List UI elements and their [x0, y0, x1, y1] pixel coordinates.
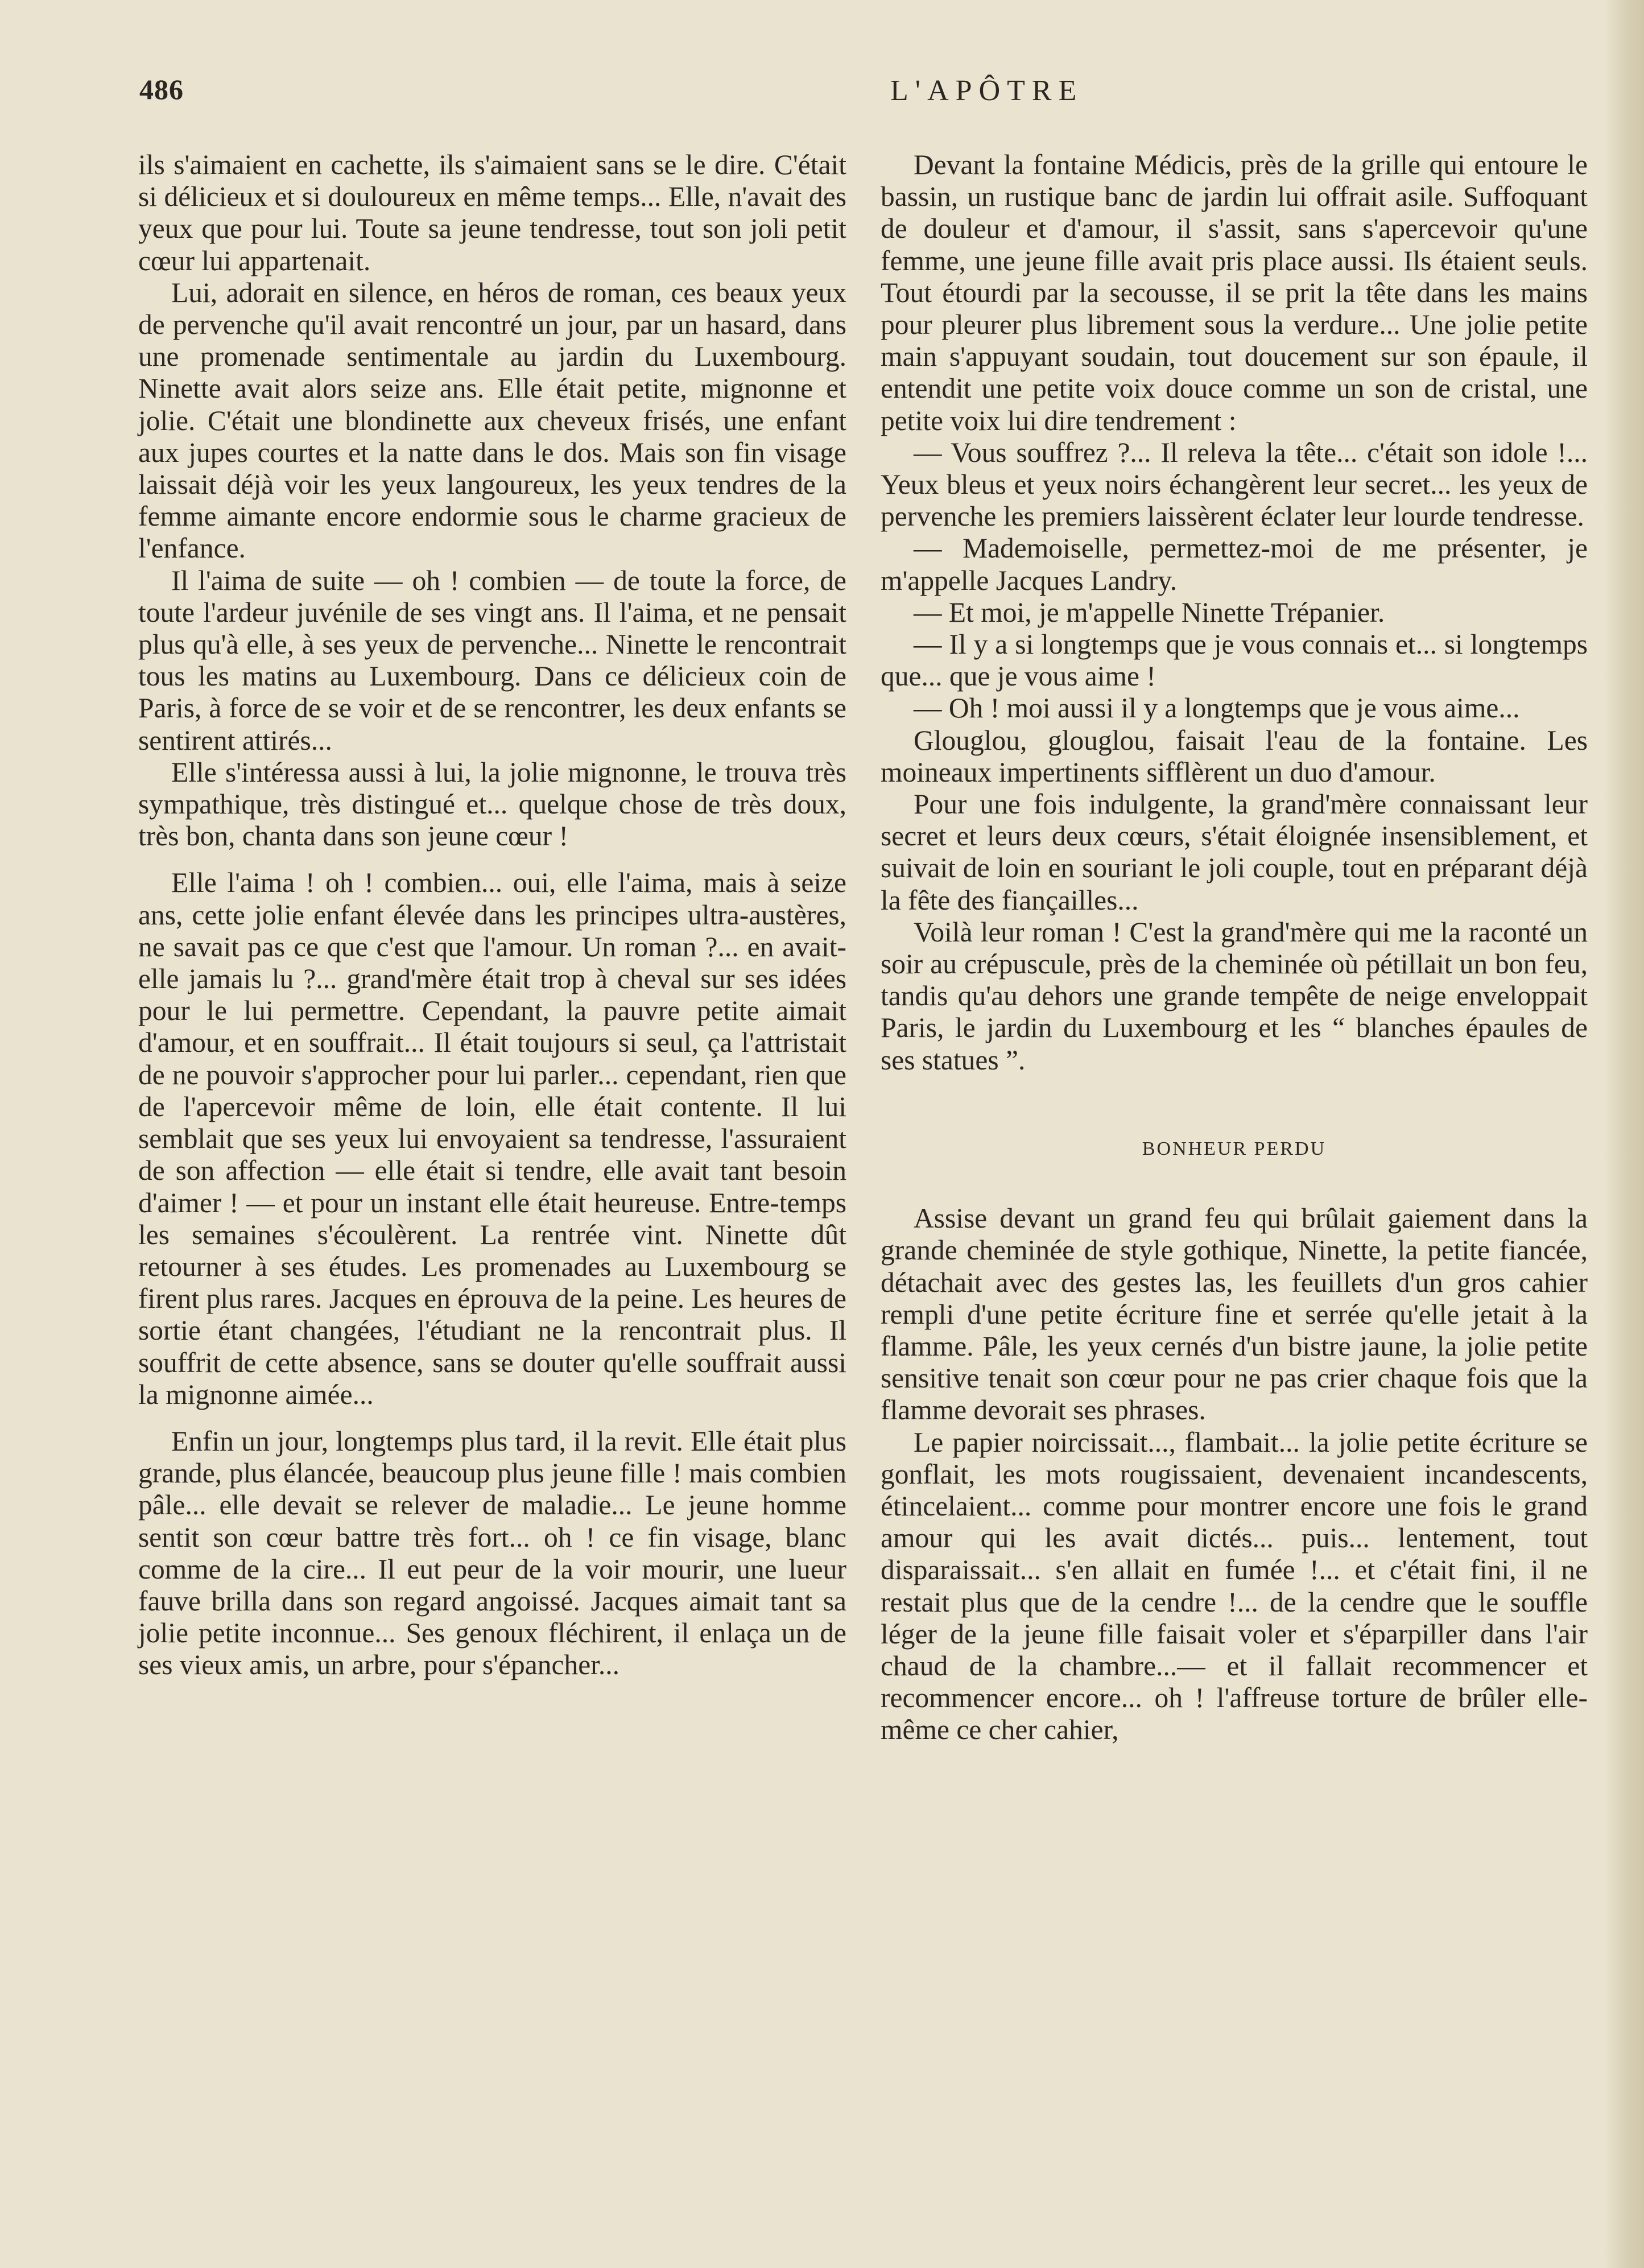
paragraph: Assise devant un grand feu qui brûlait gaiement dans la grande cheminée de style gothique, Ninette, la petite fiancée, détachait avec des gestes las, les feuillets d'un gros cahier rempli d'une petite écriture fine et serrée qu'elle jetait à la flamme. Pâle, les yeux cernés d'un bistre jaune, la jolie petite sensitive tenait son cœur pour ne pas crier chaque fois que la flamme devorait ses phrases. — [881, 1203, 1588, 1426]
paragraph: Glouglou, glouglou, faisait l'eau de la fontaine. Les moineaux impertinents sifflèrent un duo d'amour. — [881, 724, 1588, 788]
left-column — [138, 149, 846, 1682]
paragraph: Enfin un jour, longtemps plus tard, il la revit. Elle était plus grande, plus élancée, beaucoup plus jeune fille ! mais combien pâle... elle devait se relever de maladie... Le jeune homme sentit son cœur battre très fort... oh ! ce fin visage, blanc comme de la cire... Il eut peur de la voir mourir, une lueur fauve brilla dans son regard angoissé. Jacques aimait tant sa jolie petite inconnue... Ses genoux fléchirent, il enlaça un de ses vieux amis, un arbre, pour s'épancher... — [138, 1425, 846, 1681]
page-edge-shadow — [1604, 0, 1644, 2268]
paragraph: ils s'aimaient en cachette, ils s'aimaient sans se le dire. C'était si délicieux et si douloureux en même temps... Elle, n'avait des yeux que pour lui. Toute sa jeune tendresse, tout son joli petit cœur lui appartenait. — [138, 149, 846, 276]
paragraph: Il l'aima de suite — oh ! combien — de toute la force, de toute l'ardeur juvénile de ses vingt ans. Il l'aima, et ne pensait plus qu'à elle, à ses yeux de pervenche... Ninette le rencontrait tous les matins au Luxembourg. Dans ce délicieux coin de Paris, à force de se voir et de se rencontrer, les deux enfants se sentirent attirés... — [138, 564, 846, 756]
section-title: BONHEUR PERDU — [1142, 1138, 1327, 1159]
paragraph: Le papier noircissait..., flambait... la jolie petite écriture se gonflait, les mots rougissaient, devenaient incandescents, étincelaient... comme pour montrer encore une fois le grand amour qui les avait dictés... puis... lentement, tout disparaissait... s'en allait en fumée !... et c'était fini, il ne restait plus que de la cendre !... de la cendre que le souffle léger de la jeune fille faisait voler et s'éparpiller dans l'air chaud de la chambre...— et il fallait recommencer et recommencer encore... oh ! l'affreuse torture de brûler elle-même ce cher cahier, — [881, 1426, 1588, 1746]
page-number: 486 — [139, 73, 184, 105]
page-header — [139, 68, 1587, 114]
paragraph: Voilà leur roman ! C'est la grand'mère qui me la raconté un soir au crépuscule, près de la cheminée où pétillait un bon feu, tandis qu'au dehors une grande tempête de neige enveloppait Paris, le jardin du Luxembourg et les “ blanches épaules de ses statues ”. — [881, 916, 1588, 1076]
running-title: L'APÔTRE — [890, 75, 1084, 107]
paragraph: Elle s'intéressa aussi à lui, la jolie mignonne, le trouva très sympathique, très distingué et... quelque chose de très doux, très bon, chanta dans son jeune cœur ! — [138, 756, 846, 852]
paragraph: — Vous souffrez ?... Il releva la tête... c'était son idole !... Yeux bleus et yeux noirs échangèrent leur secret... les yeux de pervenche les premiers laissèrent éclater leur lourde tendresse. — [881, 436, 1588, 532]
paragraph: Pour une fois indulgente, la grand'mère connaissant leur secret et leurs deux cœurs, s'était éloignée insensiblement, et suivait de loin en souriant le joli couple, tout en préparant déjà la fête des fiançailles... — [881, 788, 1588, 916]
paragraph: — Il y a si longtemps que je vous connais et... si longtemps que... que je vous aime ! — [881, 629, 1588, 692]
paragraph: — Mademoiselle, permettez-moi de me présenter, je m'appelle Jacques Landry. — [881, 532, 1588, 596]
paragraph: — Et moi, je m'appelle Ninette Trépanier. — [914, 596, 1385, 628]
paragraph: Elle l'aima ! oh ! combien... oui, elle l'aima, mais à seize ans, cette jolie enfant élevée dans les principes ultra-austères, ne savait pas ce que c'est que l'amour. Un roman ?... en avait-elle jamais lu ?... grand'mère était trop à cheval sur ses idées pour le lui permettre. Cependant, la pauvre petite aimait d'amour, et en souffrait... Il était toujours si seul, ça l'attristait de ne pouvoir s'approcher pour lui parler... cependant, rien que de l'apercevoir même de loin, elle était contente. Il lui semblait que ses yeux lui envoyaient sa tendresse, l'assuraient de son affection — elle était si tendre, elle avait tant besoin d'aimer ! — et pour un instant elle était heureuse. Entre-temps les semaines s'écoulèrent. La rentrée vint. Ninette dût retourner à ses études. Les promenades au Luxembourg se firent plus rares. Jacques en éprouva de la peine. Les heures de sortie étant changées, l'étudiant ne la rencontrait plus. Il souffrit de cette absence, sans se douter qu'elle souffrait aussi la mignonne aimée... — [138, 867, 846, 1410]
right-column — [881, 149, 1588, 1746]
paragraph: — Oh ! moi aussi il y a longtemps que je vous aime... — [914, 692, 1520, 724]
paragraph: Devant la fontaine Médicis, près de la grille qui entoure le bassin, un rustique banc de jardin lui offrait asile. Suffoquant de douleur et d'amour, il s'assit, sans s'apercevoir qu'une femme, une jeune fille avait pris place aussi. Ils étaient seuls. Tout étourdi par la secousse, il se prit la tête dans les mains pour pleurer plus librement sous la verdure... Une jolie petite main s'appuyant soudain, tout doucement sur son épaule, il entendit une petite voix douce comme un son de cristal, une petite voix lui dire tendrement : — [881, 149, 1588, 436]
paragraph: Lui, adorait en silence, en héros de roman, ces beaux yeux de pervenche qu'il avait rencontré un jour, par un hasard, dans une promenade sentimentale au jardin du Luxembourg. Ninette avait alors seize ans. Elle était petite, mignonne et jolie. C'était une blondinette aux cheveux frisés, une enfant aux jupes courtes et la natte dans le dos. Mais son fin visage laissait déjà voir les yeux langoureux, les yeux tendres de la femme aimante encore endormie sous le charme gracieux de l'enfance. — [138, 276, 846, 564]
